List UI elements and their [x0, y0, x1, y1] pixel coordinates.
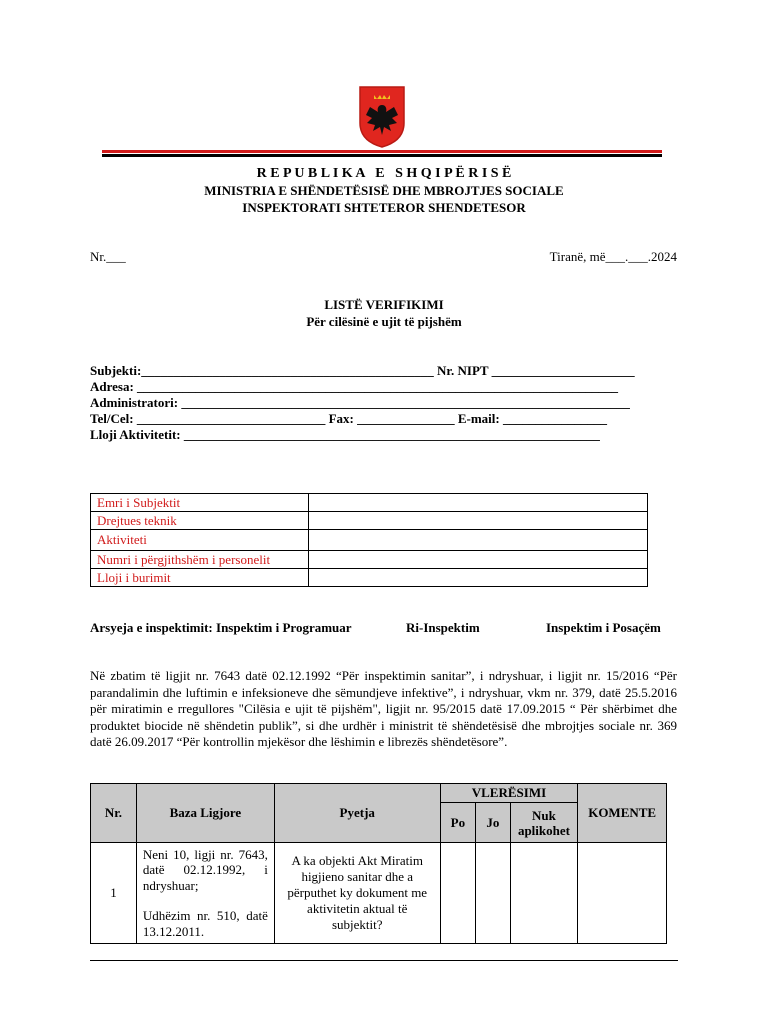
- table-row: [91, 569, 648, 587]
- field-lloji-aktivitetit[interactable]: Lloji Aktivitetit: ________________________________________________________________: [90, 427, 600, 442]
- info-label: Lloji i burimit: [91, 569, 309, 587]
- col-header-po: Po: [440, 803, 476, 843]
- info-value-cell[interactable]: [309, 569, 648, 587]
- table-row: [91, 494, 648, 512]
- answer-jo-cell[interactable]: [476, 843, 510, 944]
- info-value-cell[interactable]: [309, 530, 648, 551]
- info-label: Aktiviteti: [91, 530, 309, 551]
- document-date: Tiranë, më___.___.2024: [549, 249, 677, 264]
- row-question: A ka objekti Akt Miratim higjieno sanitar dhe a përputhet ky dokument me aktivitetin aktual të subjektit?: [274, 843, 440, 944]
- row-number: 1: [91, 843, 137, 944]
- inspection-option-reinspection[interactable]: Ri-Inspektim: [406, 620, 480, 635]
- checklist-title: LISTË VERIFIKIMI: [324, 297, 444, 312]
- col-header-vleresimi: VLERËSIMI: [440, 784, 578, 803]
- info-label: Numri i përgjithshëm i personelit: [91, 551, 309, 569]
- legal-basis-line-1: Neni 10, ligji nr. 7643, datë 02.12.1992, i ndryshuar;: [142, 846, 268, 893]
- info-value-cell[interactable]: [309, 551, 648, 569]
- table-row: [91, 551, 648, 569]
- info-label: Emri i Subjektit: [91, 494, 309, 512]
- subject-info-table: [90, 493, 648, 587]
- document-number: Nr.___: [90, 249, 126, 264]
- col-header-baza: Baza Ligjore: [136, 784, 274, 843]
- checklist-subtitle: Për cilësinë e ujit të pijshëm: [306, 314, 462, 329]
- field-subjekti[interactable]: Subjekti:_____________________________________________ Nr. NIPT ______________________: [90, 363, 635, 378]
- ministry-title: MINISTRIA E SHËNDETËSISË DHE MBROJTJES SOCIALE: [204, 183, 564, 198]
- table-row: [91, 512, 648, 530]
- header-black-line: [102, 154, 662, 157]
- answer-nuk-cell[interactable]: [510, 843, 578, 944]
- col-header-pyetja: Pyetja: [274, 784, 440, 843]
- footer-divider: [90, 960, 678, 961]
- table-row: [91, 530, 648, 551]
- inspectorate-title: INSPEKTORATI SHTETEROR SHENDETESOR: [242, 200, 526, 215]
- comment-cell[interactable]: [578, 843, 667, 944]
- answer-po-cell[interactable]: [440, 843, 476, 944]
- info-label: Drejtues teknik: [91, 512, 309, 530]
- col-header-nuk: Nuk aplikohet: [510, 803, 578, 843]
- field-administratori[interactable]: Administratori: _____________________________________________________________________: [90, 395, 630, 410]
- info-value-cell[interactable]: [309, 494, 648, 512]
- col-header-nr: Nr.: [91, 784, 137, 843]
- header-red-line: [102, 150, 662, 153]
- inspection-reason-label: Arsyeja e inspektimit: Inspektim i Programuar: [90, 620, 352, 635]
- col-header-jo: Jo: [476, 803, 510, 843]
- legal-basis-line-2: Udhëzim nr. 510, datë 13.12.2011.: [142, 908, 268, 939]
- legal-basis-paragraph: Në zbatim të ligjit nr. 7643 datë 02.12.1992 “Për inspektimin sanitar”, i ndryshuar, i ligjit nr. 15/2016 “Për parandalimin dhe luftimin e infeksioneve dhe sëmundjeve infektive”, i ndryshuar, vkm nr. 379, datë 25.5.2016 për miratimin e rregullores "Cilësia e ujit të pijshëm", ligjit nr. 95/2015 datë 17.09.2015 “ Për shërbimet dhe produktet biocide në shëndetin publik”, si dhe urdhër i ministrit të shëndetësisë dhe mbrojtjes sociale nr. 369 datë 26.09.2017 “Për kontrollin mjekësor dhe lëshimin e librezës shëndetësore”.: [90, 668, 677, 749]
- field-adresa[interactable]: Adresa: __________________________________________________________________________: [90, 379, 619, 394]
- inspection-option-special[interactable]: Inspektim i Posaçëm: [546, 620, 661, 635]
- col-header-komente: KOMENTE: [578, 784, 667, 843]
- coat-of-arms-emblem: [358, 85, 406, 149]
- table-header-row: [91, 784, 667, 803]
- republic-title: R E P U B L I K A E S H Q I P Ë R I S Ë: [256, 166, 512, 181]
- field-tel-fax-email[interactable]: Tel/Cel: _____________________________ Fax: _______________ E-mail: ________________: [90, 411, 607, 426]
- info-value-cell[interactable]: [309, 512, 648, 530]
- row-legal-basis: [136, 843, 274, 944]
- table-row: [91, 843, 667, 944]
- checklist-table: [90, 783, 667, 944]
